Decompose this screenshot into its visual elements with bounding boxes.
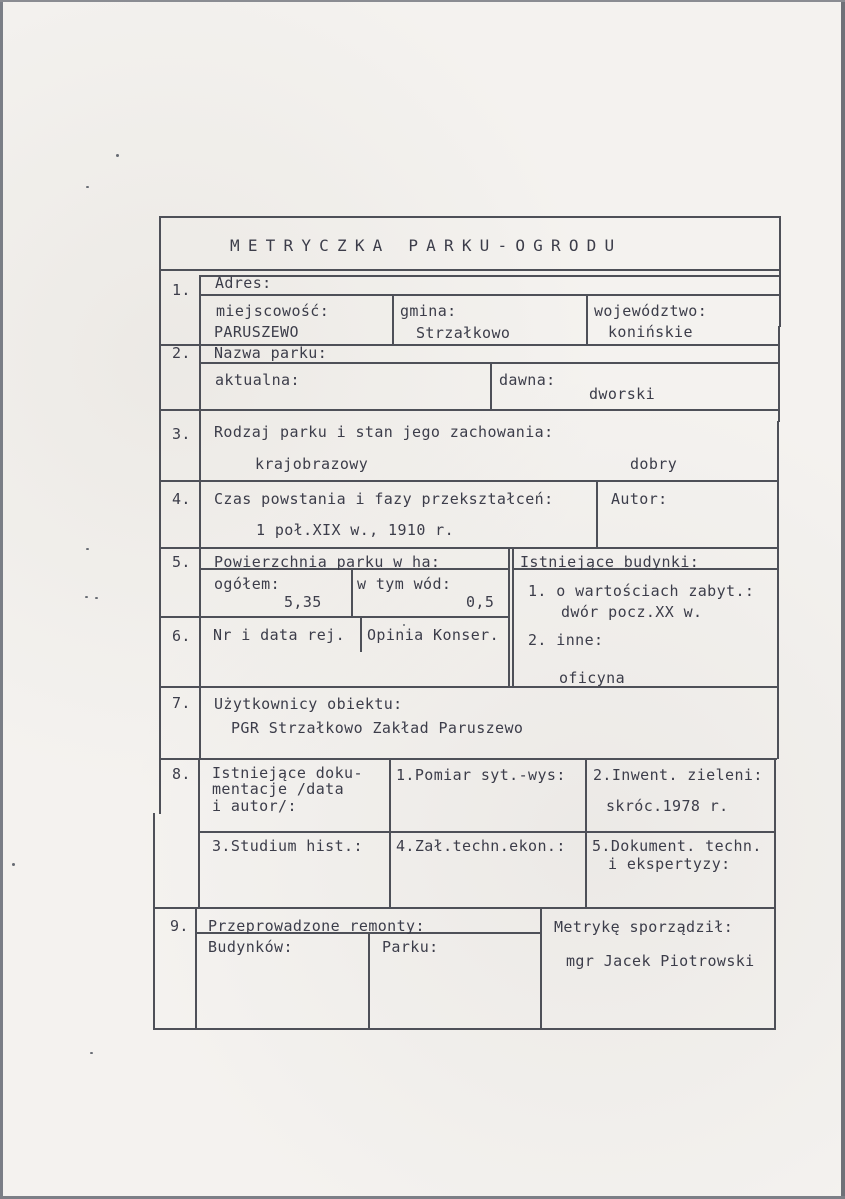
- grid-line-vertical: [199, 686, 201, 759]
- grid-line-horizontal: [159, 616, 510, 618]
- park-renovation-label: Parku:: [382, 938, 439, 956]
- compiled-by-label: Metrykę sporządził:: [554, 918, 734, 936]
- gmina-label: gmina:: [400, 302, 457, 320]
- other-buildings-label: 2. inne:: [528, 631, 604, 649]
- other-buildings-value: oficyna: [559, 669, 626, 687]
- grid-line-horizontal: [159, 686, 779, 688]
- grid-line-horizontal: [200, 275, 781, 277]
- buildings-renovation-label: Budynków:: [208, 938, 293, 956]
- total-area-label: ogółem:: [214, 575, 281, 593]
- tech-documents-line1: 5.Dokument. techn.: [592, 837, 762, 855]
- row-number-6: 6.: [172, 627, 191, 645]
- grid-line-vertical: [490, 362, 492, 410]
- grid-line-vertical: [368, 932, 370, 1029]
- dawna-label: dawna:: [499, 371, 556, 389]
- grid-line-vertical: [540, 907, 542, 1029]
- water-area-value: 0,5: [466, 593, 495, 611]
- grid-line-vertical: [778, 326, 780, 422]
- documentation-heading-line1: Istniejące doku-: [212, 764, 363, 782]
- grid-line-horizontal: [159, 216, 781, 218]
- row-number-8: 8.: [172, 765, 191, 783]
- row-number-7: 7.: [172, 694, 191, 712]
- historical-study-label: 3.Studium hist.:: [212, 837, 363, 855]
- paper-speck: [12, 863, 15, 866]
- page-edge-left: [0, 0, 3, 1199]
- grid-line-vertical: [159, 216, 161, 814]
- grid-line-vertical: [777, 421, 779, 759]
- tech-documents-line2: i ekspertyzy:: [608, 855, 731, 873]
- paper-speck: [116, 154, 119, 157]
- compiled-by-value: mgr Jacek Piotrowski: [566, 952, 755, 970]
- documentation-heading-line2: mentacje /data: [212, 780, 345, 798]
- address-heading: Adres:: [215, 274, 272, 292]
- grid-line-vertical: [585, 758, 587, 908]
- grid-line-horizontal: [153, 907, 776, 909]
- conservator-opinion-label: Opinia Konser.: [367, 626, 500, 644]
- wojewodztwo-label: województwo:: [594, 302, 708, 320]
- grid-line-vertical: [153, 813, 155, 1029]
- row-number-5: 5.: [172, 553, 191, 571]
- paper-speck: [90, 1052, 93, 1054]
- paper-speck: [86, 186, 89, 188]
- row-number-1: 1.: [172, 281, 191, 299]
- miejscowosc-value: PARUSZEWO: [214, 323, 299, 341]
- grid-line-horizontal: [200, 294, 781, 296]
- row-number-3: 3.: [172, 425, 191, 443]
- grid-line-vertical: [199, 275, 201, 345]
- gmina-value: Strzałkowo: [416, 324, 511, 342]
- buildings-heading: Istniejące budynki:: [520, 553, 700, 571]
- greenery-inventory-value: skróc.1978 r.: [606, 797, 729, 815]
- users-value: PGR Strzałkowo Zakład Paruszewo: [231, 719, 524, 737]
- renovations-heading: Przeprowadzone remonty:: [208, 917, 425, 935]
- park-type-value: krajobrazowy: [255, 455, 369, 473]
- creation-time-heading: Czas powstania i fazy przekształceń:: [214, 490, 554, 508]
- area-heading: Powierzchnia parku w ha:: [214, 553, 441, 571]
- grid-line-vertical: [199, 409, 201, 481]
- grid-line-vertical: [774, 758, 776, 1030]
- grid-line-vertical: [195, 907, 197, 1029]
- grid-line-vertical: [199, 344, 201, 410]
- creation-time-value: 1 poł.XIX w., 1910 r.: [256, 521, 455, 539]
- grid-line-vertical: [392, 294, 394, 344]
- grid-line-vertical: [512, 547, 514, 687]
- total-area-value: 5,35: [284, 593, 322, 611]
- greenery-inventory-label: 2.Inwent. zieleni:: [593, 766, 763, 784]
- water-area-label: w tym wód:: [357, 575, 452, 593]
- grid-line-vertical: [360, 616, 362, 652]
- grid-line-vertical: [779, 217, 781, 327]
- aktualna-label: aktualna:: [215, 371, 300, 389]
- grid-line-horizontal: [198, 831, 776, 833]
- paper-speck: [85, 596, 88, 598]
- page-edge-right: [841, 0, 845, 1199]
- grid-line-horizontal: [159, 758, 777, 760]
- park-type-heading: Rodzaj parku i stan jego zachowania:: [214, 423, 554, 441]
- grid-line-vertical: [199, 480, 201, 548]
- grid-line-horizontal: [153, 1028, 776, 1030]
- grid-line-vertical: [198, 758, 200, 908]
- grid-line-vertical: [389, 758, 391, 908]
- tech-econ-label: 4.Zał.techn.ekon.:: [396, 837, 566, 855]
- registry-label: Nr i data rej.: [213, 626, 346, 644]
- form-title: METRYCZKA PARKU-OGRODU: [230, 236, 623, 255]
- users-heading: Użytkownicy obiektu:: [214, 695, 403, 713]
- park-name-heading: Nazwa parku:: [214, 344, 328, 362]
- dawna-value: dworski: [589, 385, 656, 403]
- grid-line-vertical: [586, 294, 588, 344]
- paper-speck: [95, 597, 98, 599]
- park-condition-value: dobry: [630, 455, 678, 473]
- historic-buildings-label: 1. o wartościach zabyt.:: [528, 582, 755, 600]
- historic-buildings-value: dwór pocz.XX w.: [561, 603, 703, 621]
- grid-line-horizontal: [159, 269, 781, 271]
- author-label: Autor:: [611, 490, 668, 508]
- wojewodztwo-value: konińskie: [608, 323, 693, 341]
- grid-line-vertical: [351, 568, 353, 617]
- row-number-9: 9.: [170, 917, 189, 935]
- page-edge-top: [0, 0, 845, 2]
- documentation-heading-line3: i autor/:: [212, 797, 297, 815]
- miejscowosc-label: miejscowość:: [216, 302, 330, 320]
- row-number-4: 4.: [172, 490, 191, 508]
- grid-line-horizontal: [159, 547, 779, 549]
- paper-speck: [86, 548, 89, 550]
- grid-line-horizontal: [159, 409, 780, 411]
- row-number-2: 2.: [172, 344, 191, 362]
- grid-line-vertical: [596, 480, 598, 548]
- grid-line-horizontal: [159, 480, 779, 482]
- survey-label: 1.Pomiar syt.-wys:: [396, 766, 566, 784]
